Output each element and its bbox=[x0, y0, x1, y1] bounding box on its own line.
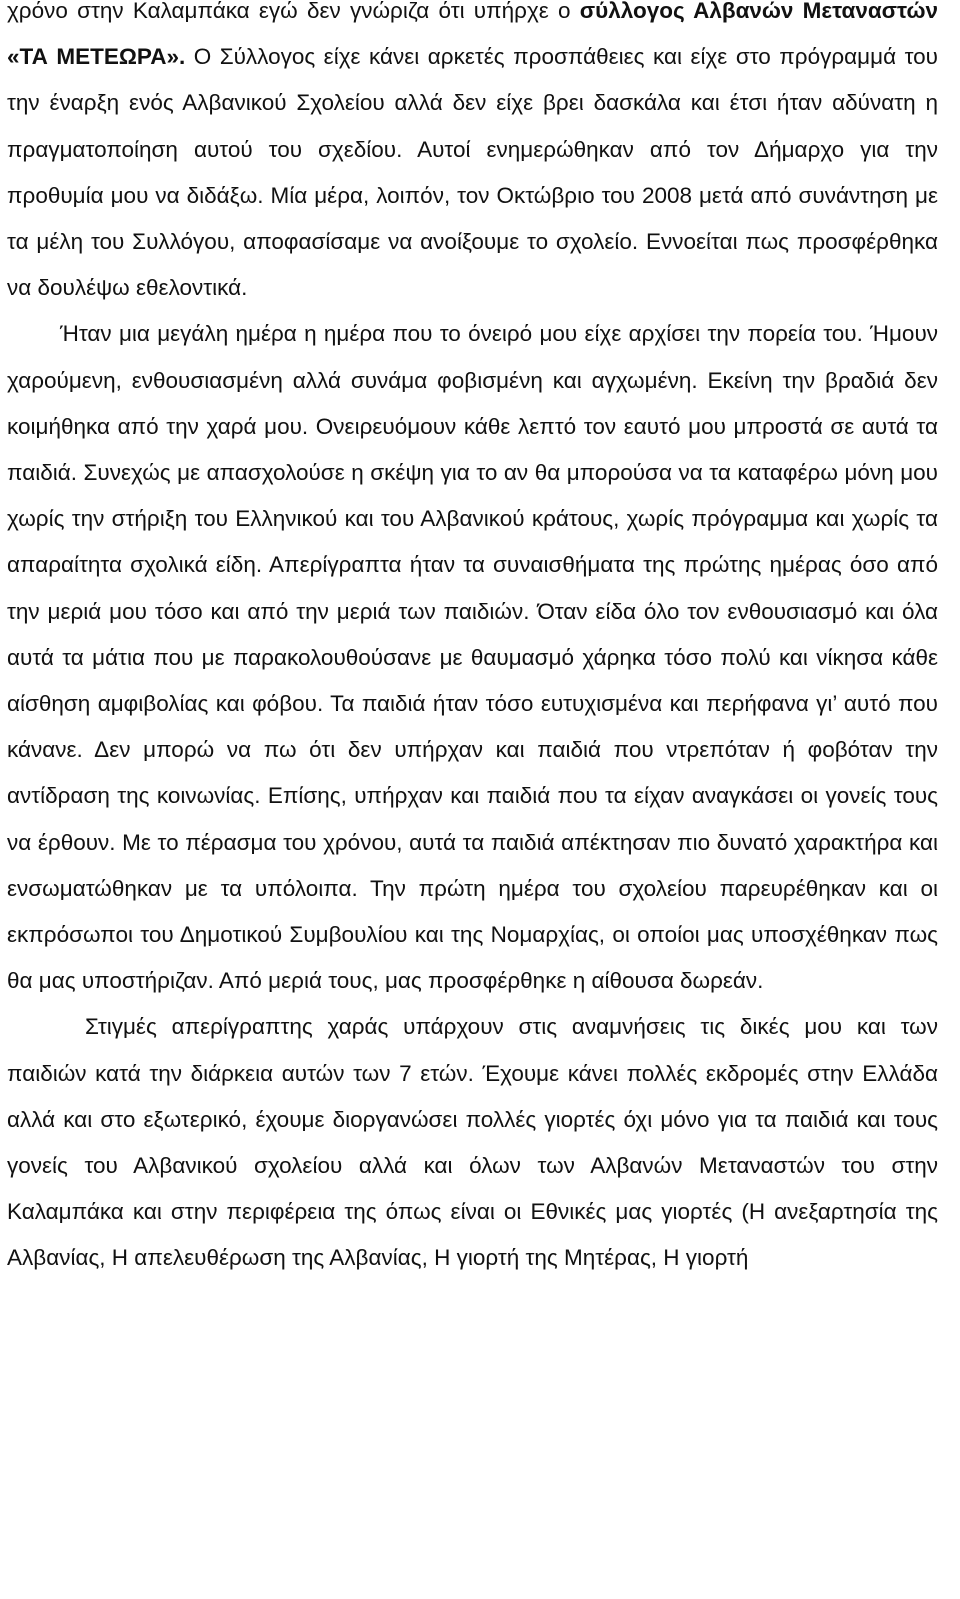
association-name: σύλλογος Αλβανών Μεταναστών «ΤΑ ΜΕΤΕΩΡΑ». bbox=[7, 0, 938, 70]
paragraph-1 bbox=[7, 0, 938, 311]
paragraph-2: Ήταν μια μεγάλη ημέρα η ημέρα που το όνειρό μου είχε αρχίσει την πορεία του. Ήμουν χαρούμενη, ενθουσιασμένη αλλά συνάμα φοβισμένη και αγχωμένη. Εκείνη την βραδιά δεν κοιμήθηκα από την χαρά μου. Ονειρευόμουν κάθε λεπτό τον εαυτό μου μπροστά σε αυτά τα παιδιά. Συνεχώς με απασχολούσε η σκέψη για το αν θα μπορούσα να τα καταφέρω μόνη μου χωρίς την στήριξη του Ελληνικού και του Αλβανικού κράτους, χωρίς πρόγραμμα και χωρίς τα απαραίτητα σχολικά είδη. Απερίγραπτα ήταν τα συναισθήματα της πρώτης ημέρας όσο από την μεριά μου τόσο και από την μεριά των παιδιών. Όταν είδα όλο τον ενθουσιασμό και όλα αυτά τα μάτια που με παρακολουθούσανε με θαυμασμό χάρηκα τόσο πολύ και νίκησα κάθε αίσθηση αμφιβολίας και φόβου. Τα παιδιά ήταν τόσο ευτυχισμένα και περήφανα γι’ αυτό που κάνανε. Δεν μπορώ να πω ότι δεν υπήρχαν και παιδιά που ντρεπόταν ή φοβόταν την αντίδραση της κοινωνίας. Επίσης, υπήρχαν και παιδιά που τα είχαν αναγκάσει οι γονείς τους να έρθουν. Με το πέρασμα του χρόνου, αυτά τα παιδιά απέκτησαν πιο δυνατό χαρακτήρα και ενσωματώθηκαν με τα υπόλοιπα. Την πρώτη ημέρα του σχολείου παρευρέθηκαν και οι εκπρόσωποι του Δημοτικού Συμβουλίου και της Νομαρχίας, οι οποίοι μας υποσχέθηκαν πως θα μας υποστήριζαν. Από μεριά τους, μας προσφέρθηκε η αίθουσα δωρεάν. bbox=[7, 321, 938, 994]
document-page bbox=[7, 0, 938, 1282]
paragraph-3: Στιγμές απερίγραπτης χαράς υπάρχουν στις αναμνήσεις τις δικές μου και των παιδιών κατά την διάρκεια αυτών των 7 ετών. Έχουμε κάνει πολλές εκδρομές στην Ελλάδα αλλά και στο εξωτερικό, έχουμε διοργανώσει πολλές γιορτές όχι μόνο για τα παιδιά και τους γονείς του Αλβανικού σχολείου αλλά και όλων των Αλβανών Μεταναστών του στην Καλαμπάκα και στην περιφέρεια της όπως είναι οι Εθνικές μας γιορτές (Η ανεξαρτησία της Αλβανίας, Η απελευθέρωση της Αλβανίας, Η γιορτή της Μητέρας, Η γιορτή bbox=[7, 1014, 938, 1271]
paragraph-1-intro: χρόνο στην Καλαμπάκα εγώ δεν γνώριζα ότι υπήρχε ο bbox=[7, 0, 580, 23]
paragraph-1-rest: Ο Σύλλογος είχε κάνει αρκετές προσπάθειες και είχε στο πρόγραμμά του την έναρξη ενός Αλβανικού Σχολείου αλλά δεν είχε βρει δασκάλα και έτσι ήταν αδύνατη η πραγματοποίηση αυτού του σχεδίου. Αυτοί ενημερώθηκαν από τον Δήμαρχο για την προθυμία μου να διδάξω. Μία μέρα, λοιπόν, τον Οκτώβριο του 2008 μετά από συνάντηση με τα μέλη του Συλλόγου, αποφασίσαμε να ανοίξουμε το σχολείο. Εννοείται πως προσφέρθηκα να δουλέψω εθελοντικά. bbox=[7, 44, 938, 301]
